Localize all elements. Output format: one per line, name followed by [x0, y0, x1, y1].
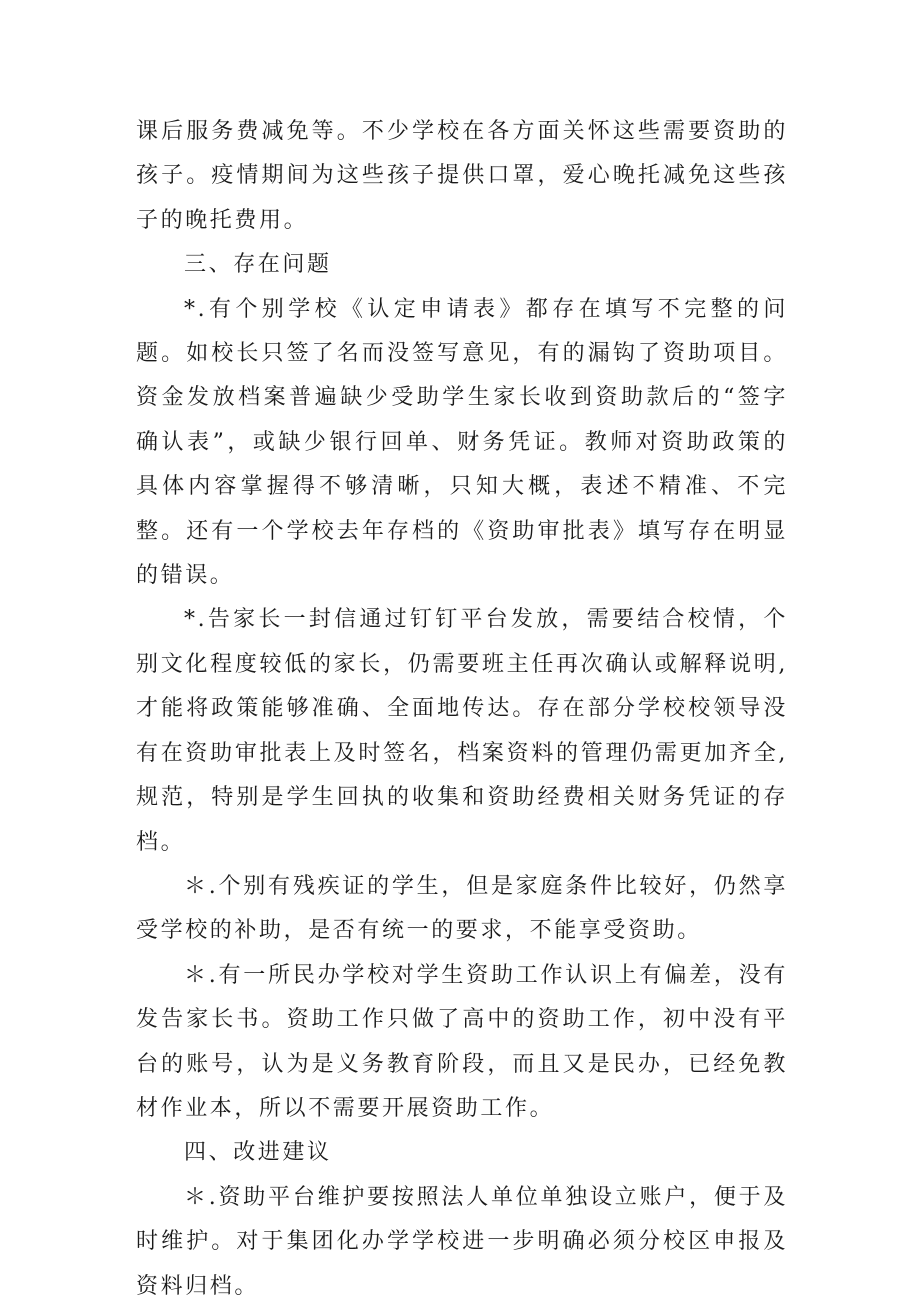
section-heading-suggestions: 四、改进建议 — [184, 1140, 332, 1166]
problem-item-4: ＊.有一所民办学校对学生资助工作认识上有偏差，没有发告家长书。资助工作只做了高中的资助工作，初中没有平台的账号，认为是义务教育阶段，而且又是民办，已经免教材作业本，所以不需要开展资助工作。 — [136, 962, 788, 1121]
paragraph-continuation: 课后服务费减免等。不少学校在各方面关怀这些需要资助的孩子。疫情期间为这些孩子提供口罩，爱心晚托减免这些孩子的晚托费用。 — [136, 119, 788, 233]
suggestion-item-1: ＊.资助平台维护要按照法人单位单独设立账户，便于及时维护。对于集团化办学学校进一步明确必须分校区申报及资料归档。 — [136, 1184, 788, 1299]
problem-item-1: *.有个别学校《认定申请表》都存在填写不完整的问题。如校长只签了名而没签写意见，有的漏钩了资助项目。资金发放档案普遍缺少受助学生家长收到资助款后的“签字确认表”，或缺少银行回单、财务凭证。教师对资助政策的具体内容掌握得不够清晰，只知大概，表述不精准、不完整。还有一个学校去年存档的《资助审批表》填写存在明显的错误。 — [136, 296, 788, 589]
problem-item-3: ＊.个别有残疾证的学生，但是家庭条件比较好，仍然享受学校的补助，是否有统一的要求，不能享受资助。 — [136, 873, 788, 944]
section-heading-problems: 三、存在问题 — [184, 252, 332, 278]
problem-item-2: *.告家长一封信通过钉钉平台发放，需要结合校情，个别文化程度较低的家长，仍需要班主任再次确认或解释说明,才能将政策能够准确、全面地传达。存在部分学校校领导没有在资助审批表上及时签名，档案资料的管理仍需更加齐全,规范，特别是学生回执的收集和资助经费相关财务凭证的存档。 — [136, 607, 788, 855]
document-page — [136, 110, 788, 1309]
